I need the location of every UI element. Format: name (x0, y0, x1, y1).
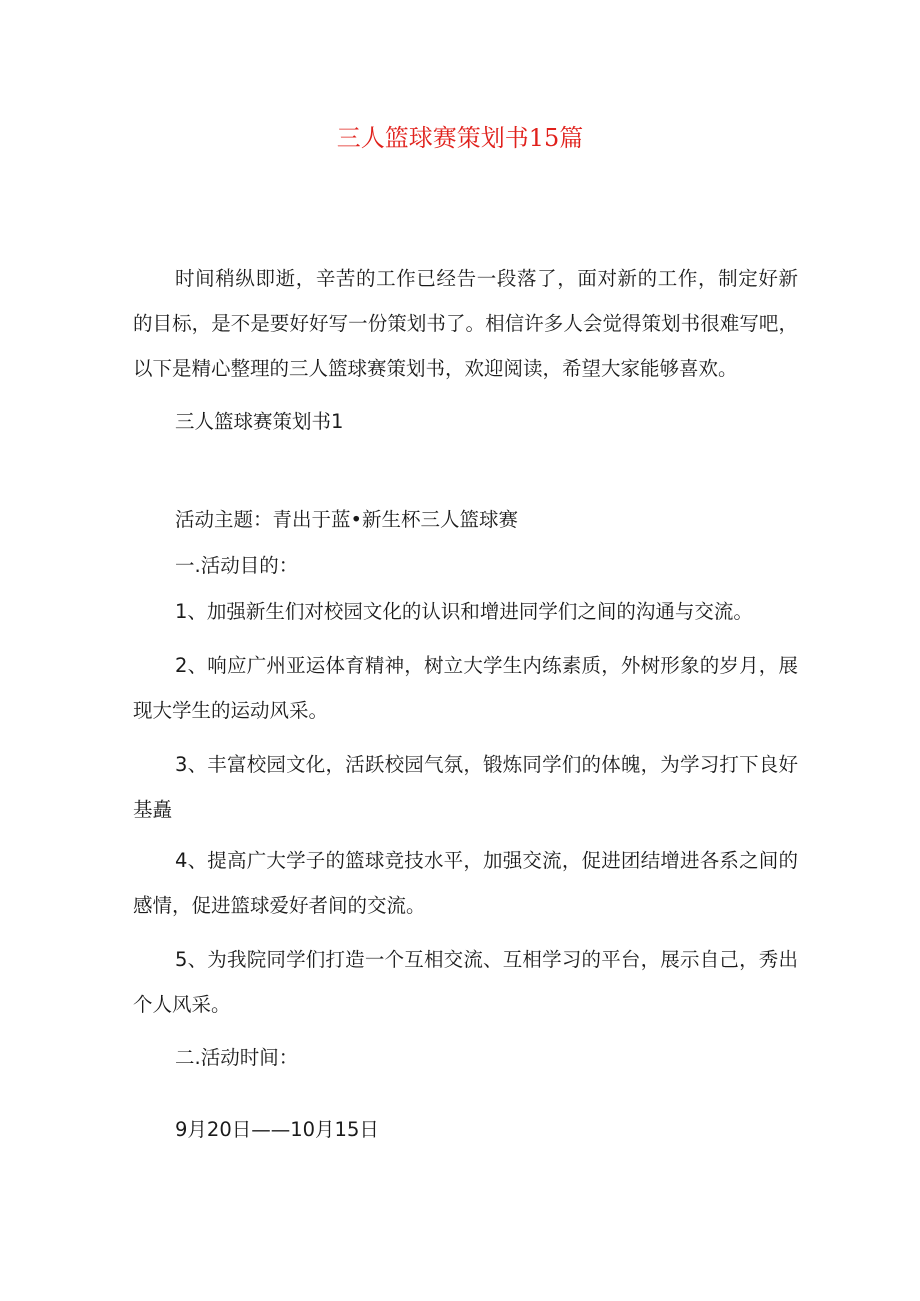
time-heading: 二.活动时间： (175, 1046, 299, 1069)
purpose-heading: 一.活动目的： (175, 554, 299, 577)
purpose-item-3: 3、丰富校园文化，活跃校园气氛，锻炼同学们的体魄，为学习打下良好基矗 (133, 753, 798, 821)
purpose-item-5: 5、为我院同学们打造一个互相交流、互相学习的平台，展示自己，秀出个人风采。 (133, 948, 798, 1016)
intro-paragraph: 时间稍纵即逝，辛苦的工作已经告一段落了，面对新的工作，制定好新的目标，是不是要好好写一份策划书了。相信许多人会觉得策划书很难写吧，以下是精心整理的三人篮球赛策划书，欢迎阅读，希望大家能够喜欢。 (133, 267, 798, 380)
section-heading: 三人篮球赛策划书1 (175, 410, 344, 433)
time-value: 9月20日——10月15日 (175, 1118, 379, 1141)
document-title: 三人篮球赛策划书15篇 (336, 124, 584, 152)
purpose-item-1: 1、加强新生们对校园文化的认识和增进同学们之间的沟通与交流。 (175, 600, 753, 623)
purpose-item-4: 4、提高广大学子的篮球竞技水平，加强交流，促进团结增进各系之间的感情，促进篮球爱好者间的交流。 (133, 849, 798, 917)
activity-theme: 活动主题：青出于蓝•新生杯三人篮球赛 (175, 508, 519, 531)
purpose-item-2: 2、响应广州亚运体育精神，树立大学生内练素质，外树形象的岁月，展现大学生的运动风采。 (133, 654, 798, 722)
